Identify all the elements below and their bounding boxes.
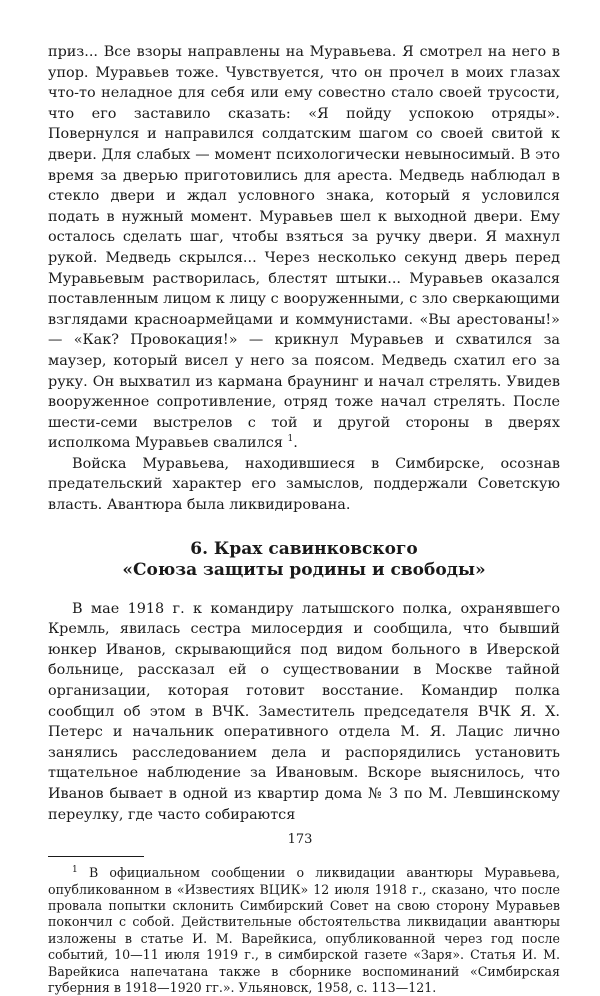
page-number: 173 bbox=[287, 832, 313, 847]
footnote: $^1$ В официальном сообщении о ликвидации авантюры Муравьева, опубликованном в «Известиях ВЦИК» 12 июля 1918 г., сказано, что после провала попытки склонить Симбирский Совет на свою сторону Муравьев покончил с собой. Действительные обстоятельства ликвидации авантюры изложены в статье И. М. Варейкиса, опубликованной через год после событий, 10—11 июля 1919 г., в симбирской газете «Заря». Статья И. М. Варейкиса напечатана также в сборнике воспоминаний «Симбирская губерния в 1918—1920 гг.». Ульяновск, 1958, с. 113—121. bbox=[48, 865, 560, 996]
footnote-divider bbox=[48, 856, 144, 857]
paragraph-muravyev-arrest: приз... Все взоры направлены на Муравьева. Я смотрел на него в упор. Муравьев тоже. Чувствуется, что он прочел в моих глазах что-то неладное для себя или ему совестно стало своей трусости, что его заставило сказать: «Я пойду успокою отряды». Повернулся и направился солдатским шагом со своей свитой к двери. Для слабых — момент психологически невыносимый. В это время за дверью приготовились для ареста. Медведь наблюдал в стекло двери и ждал условного знака, который я условился подать в нужный момент. Муравьев шел к выходной двери. Ему осталось сделать шаг, чтобы взяться за ручку двери. Я махнул рукой. Медведь скрылся... Через несколько секунд дверь перед Муравьевым растворилась, блестят штыки... Муравьев оказался поставленным лицом к лицу с вооруженными, с зло сверкающими взглядами красноармейцами и коммунистами. «Вы арестованы!» — «Как? Провокация!» — крикнул Муравьев и схватился за маузер, который висел у него за поясом. Медведь схатил его за руку. Он выхватил из кармана браунинг и начал стрелять. Увидев вооруженное сопротивление, отряд тоже начал стрелять. После шести-семи выстрелов с той и другой стороны в дверях исполкома Муравьев свалился $^1$. bbox=[48, 44, 560, 452]
section-heading bbox=[48, 539, 560, 581]
paragraph-adventure-liquidated: Войска Муравьева, находившиеся в Симбирске, осознав предательский характер его замыслов, поддержали Советскую власть. Авантюра была ликвидирована. bbox=[48, 455, 560, 514]
section-heading-line-1: 6. Крах савинковского bbox=[190, 538, 418, 559]
page-content bbox=[48, 42, 560, 996]
section-heading-line-2: «Союза защиты родины и свободы» bbox=[122, 559, 486, 580]
footnote-mark: 1 bbox=[72, 865, 78, 875]
paragraph-may-1918: В мае 1918 г. к командиру латышского полка, охранявшего Кремль, явилась сестра милосердия и сообщила, что бывший юнкер Иванов, скрывающийся под видом больного в Иверской больнице, рассказал ей о существовании в Москве тайной организации, которая готовит восстание. Командир полка сообщил об этом в ВЧК. Заместитель председателя ВЧК Я. Х. Петерс и начальник оперативного отдела М. Я. Лацис лично занялись расследованием дела и распорядились установить тщательное наблюдение за Ивановым. Вскоре выяснилось, что Иванов бывает в одной из квартир дома № 3 по М. Левшинскому переулку, где часто собираются bbox=[48, 600, 560, 823]
footnote-reference[interactable]: 1 bbox=[287, 434, 294, 445]
